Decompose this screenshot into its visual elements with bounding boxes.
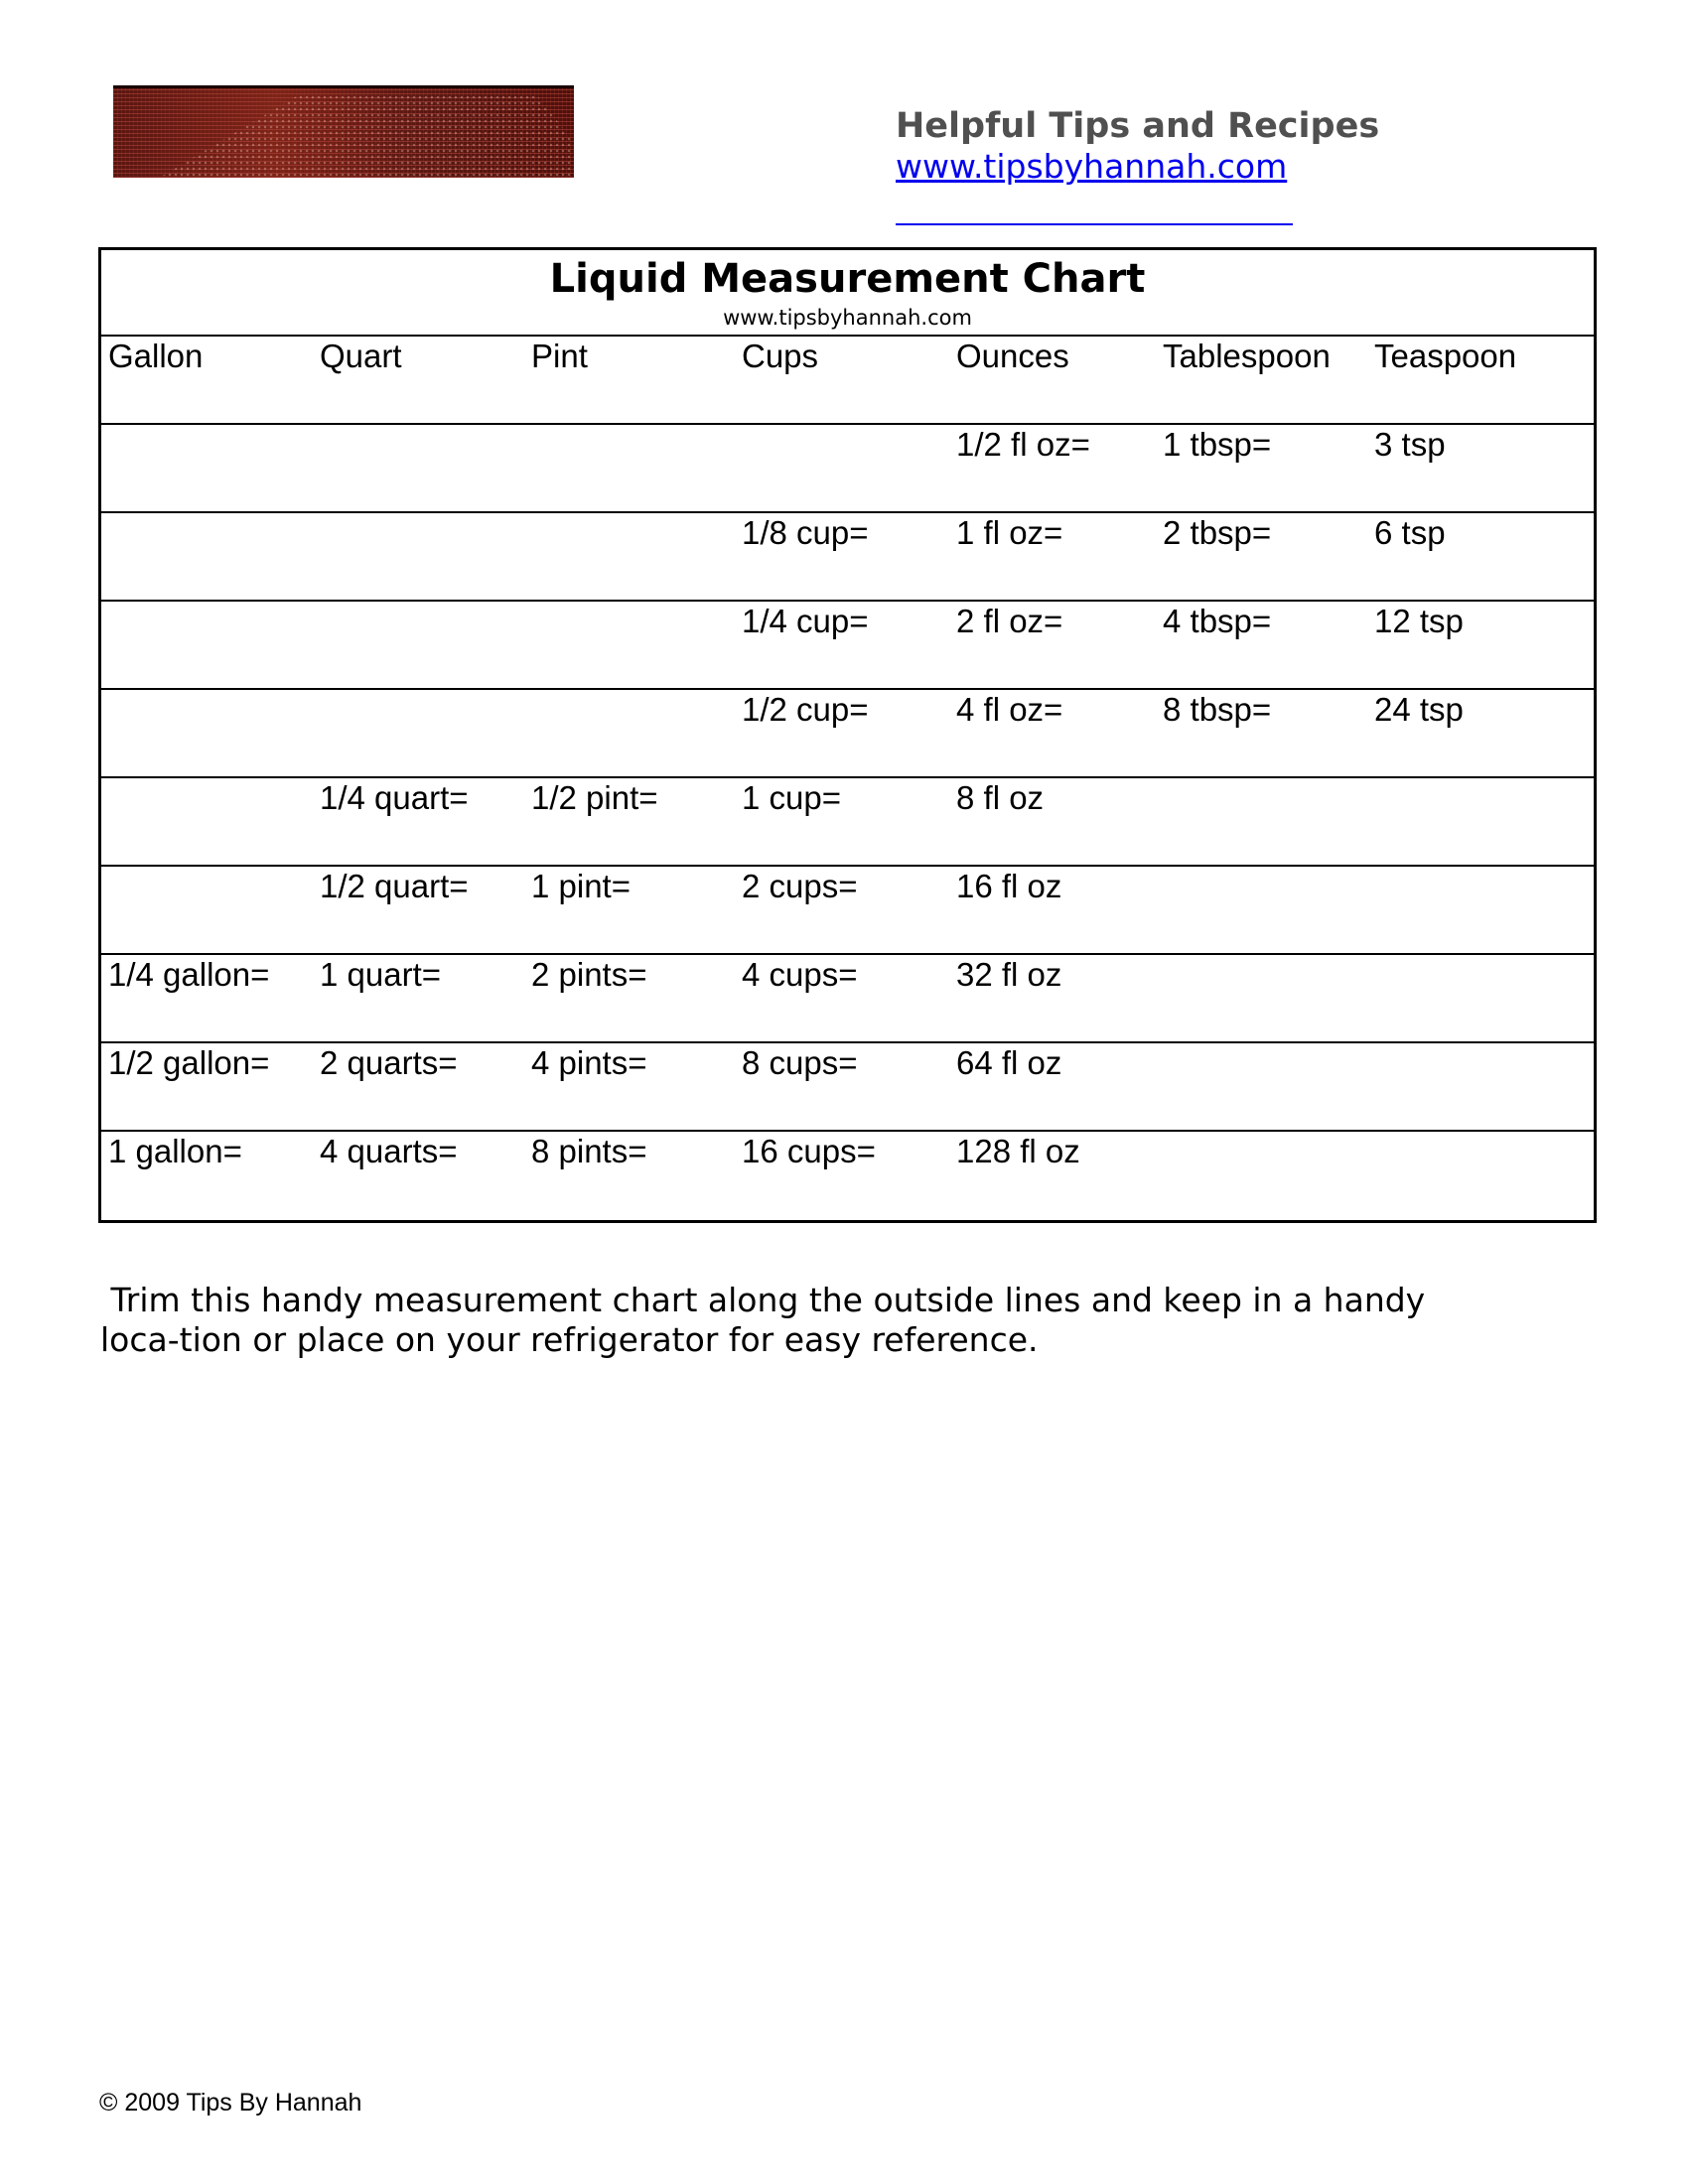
table-cell-cups: 1/8 cup= bbox=[742, 514, 869, 551]
table-cell-teaspoon: 3 tsp bbox=[1374, 426, 1446, 463]
table-cell-gallon: 1/2 gallon= bbox=[108, 1044, 270, 1081]
column-header-gallon: Gallon bbox=[108, 338, 204, 374]
trim-instructions bbox=[100, 1281, 1490, 1360]
table-cell-gallon: 1 gallon= bbox=[108, 1133, 242, 1169]
chart-subtitle: www.tipsbyhannah.com bbox=[723, 306, 972, 330]
table-cell-tablespoon: 2 tbsp= bbox=[1163, 514, 1272, 551]
table-cell-pint: 2 pints= bbox=[531, 956, 647, 993]
table-cell-tablespoon: 4 tbsp= bbox=[1163, 603, 1272, 639]
table-cell-teaspoon: 6 tsp bbox=[1374, 514, 1446, 551]
banner-texture bbox=[113, 88, 574, 178]
table-cell-pint: 1/2 pint= bbox=[531, 779, 658, 816]
site-link[interactable]: www.tipsbyhannah.com bbox=[896, 147, 1288, 186]
table-cell-teaspoon: 24 tsp bbox=[1374, 691, 1464, 728]
table-cell-pint: 8 pints= bbox=[531, 1133, 647, 1169]
table-cell-tablespoon: 8 tbsp= bbox=[1163, 691, 1272, 728]
column-header-quart: Quart bbox=[320, 338, 402, 374]
table-cell-cups: 4 cups= bbox=[742, 956, 858, 993]
table-cell-tablespoon: 1 tbsp= bbox=[1163, 426, 1272, 463]
liquid-measurement-chart bbox=[98, 247, 1597, 1223]
table-divider bbox=[101, 423, 1594, 425]
table-cell-ounces: 2 fl oz= bbox=[956, 603, 1063, 639]
decorative-red-banner bbox=[113, 85, 574, 178]
table-cell-ounces: 64 fl oz bbox=[956, 1044, 1062, 1081]
column-header-teaspoon: Teaspoon bbox=[1374, 338, 1517, 374]
table-cell-cups: 8 cups= bbox=[742, 1044, 858, 1081]
table-cell-ounces: 16 fl oz bbox=[956, 868, 1062, 904]
column-header-tablespoon: Tablespoon bbox=[1163, 338, 1331, 374]
column-header-cups: Cups bbox=[742, 338, 819, 374]
table-cell-ounces: 32 fl oz bbox=[956, 956, 1062, 993]
table-cell-ounces: 1/2 fl oz= bbox=[956, 426, 1090, 463]
table-cell-cups: 16 cups= bbox=[742, 1133, 876, 1169]
table-cell-quart: 1/4 quart= bbox=[320, 779, 469, 816]
chart-title: Liquid Measurement Chart bbox=[549, 256, 1146, 302]
table-cell-quart: 2 quarts= bbox=[320, 1044, 458, 1081]
link-rule bbox=[896, 223, 1293, 225]
site-title: Helpful Tips and Recipes bbox=[896, 106, 1380, 146]
table-cell-quart: 1 quart= bbox=[320, 956, 442, 993]
site-header bbox=[896, 105, 1379, 187]
table-cell-cups: 2 cups= bbox=[742, 868, 858, 904]
column-header-ounces: Ounces bbox=[956, 338, 1069, 374]
table-cell-cups: 1/4 cup= bbox=[742, 603, 869, 639]
copyright-notice: © 2009 Tips By Hannah bbox=[99, 2089, 362, 2116]
table-cell-ounces: 8 fl oz bbox=[956, 779, 1045, 816]
instructions-line-2: loca-tion or place on your refrigerator for easy reference. bbox=[100, 1320, 1039, 1359]
table-cell-ounces: 4 fl oz= bbox=[956, 691, 1063, 728]
table-cell-ounces: 1 fl oz= bbox=[956, 514, 1063, 551]
table-cell-quart: 4 quarts= bbox=[320, 1133, 458, 1169]
table-cell-pint: 1 pint= bbox=[531, 868, 631, 904]
table-cell-quart: 1/2 quart= bbox=[320, 868, 469, 904]
table-cell-pint: 4 pints= bbox=[531, 1044, 647, 1081]
table-cell-teaspoon: 12 tsp bbox=[1374, 603, 1464, 639]
table-cell-ounces: 128 fl oz bbox=[956, 1133, 1080, 1169]
chart-title-area bbox=[101, 250, 1594, 338]
table-cell-cups: 1/2 cup= bbox=[742, 691, 869, 728]
instructions-line-1: Trim this handy measurement chart along the outside lines and keep in a handy bbox=[100, 1281, 1426, 1319]
table-cell-cups: 1 cup= bbox=[742, 779, 841, 816]
table-cell-gallon: 1/4 gallon= bbox=[108, 956, 270, 993]
column-header-pint: Pint bbox=[531, 338, 588, 374]
